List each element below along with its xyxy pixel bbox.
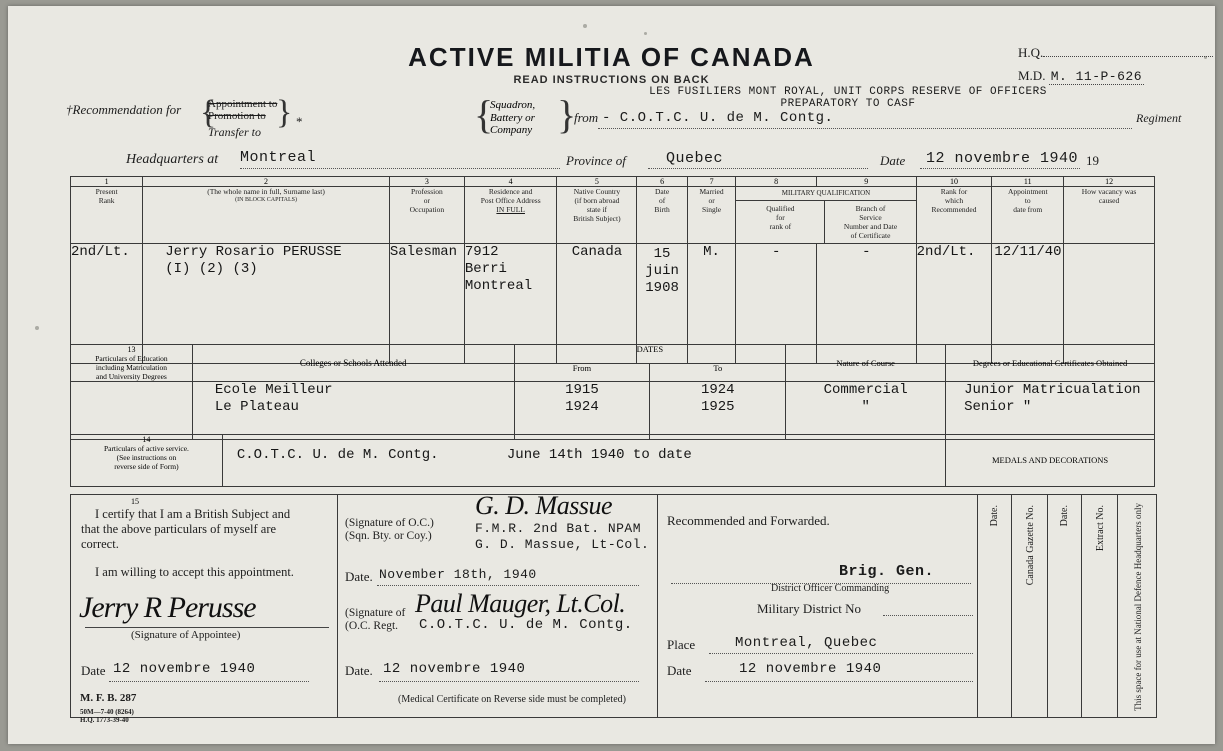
regiment-label: Regiment (1136, 111, 1182, 125)
hdr-line: Present (95, 187, 118, 196)
header-native-country (557, 187, 637, 244)
education-nature-cell (786, 382, 946, 440)
oc-date: November 18th, 1940 (379, 567, 537, 582)
colnum-7: 7 (687, 177, 736, 187)
regt-date-dots (379, 681, 639, 682)
address-line: Montreal (464, 278, 533, 294)
page-title: ACTIVE MILITIA OF CANADA (408, 42, 815, 72)
brace-close-2: } (557, 92, 577, 137)
education-schools-cell (192, 382, 514, 440)
province-label: Province of (566, 153, 626, 168)
unit-value: - C.O.T.C. U. de M. Contg. (602, 110, 834, 126)
hdr-line: caused (1098, 196, 1120, 205)
column-number-row (71, 177, 1155, 187)
paper-speck (583, 24, 587, 28)
cell-native-country: Canada (557, 244, 637, 364)
form-number: M. F. B. 287 (80, 692, 137, 704)
group-header-label: MILITARY QUALIFICATION (736, 187, 915, 201)
md-label: M.D. (1018, 68, 1046, 83)
hdr-line: Birth (654, 205, 670, 214)
education-to-header: To (650, 363, 786, 382)
vertical-label-date-2: Date. (1059, 505, 1070, 527)
unit-dots (598, 128, 1132, 129)
colnum-8: 8 (736, 177, 817, 187)
print-code-line-2: H.Q. 1773-39-40 (80, 716, 129, 724)
hdr-line: Service (859, 213, 882, 222)
header-branch-of-service (825, 201, 915, 243)
regt-brace-line-2: (O.C. Regt. (345, 620, 399, 632)
brace-close-1: } (276, 94, 293, 131)
hdr-line: Recommended (931, 205, 977, 214)
province-value: Quebec (666, 150, 724, 167)
hdr-line: British Subject) (573, 214, 621, 223)
hdr-line: IN FULL (496, 205, 525, 214)
colnum-3: 3 (389, 177, 464, 187)
hdr-line: Date (654, 187, 670, 196)
appointee-date-dots (109, 681, 309, 682)
oc-date-dots (377, 585, 639, 586)
hdr-line: Residence and (488, 187, 533, 196)
nature-line: Commercial (823, 382, 908, 398)
hdr-line: Occupation (409, 205, 445, 214)
headquarters-value: Montreal (240, 149, 317, 166)
place-label: Place (667, 637, 696, 652)
recommended-label: Recommended and Forwarded. (667, 513, 830, 528)
oc-brace-line-2: (Sqn. Bty. or Coy.) (345, 530, 432, 542)
hdr-line: Appointment (1007, 187, 1048, 196)
divider-6 (1081, 495, 1082, 717)
hdr-line: of (658, 196, 666, 205)
hdr-line: Rank (98, 196, 115, 205)
hdr-line: Married (699, 187, 724, 196)
transfer-label: Transfer to (208, 125, 262, 139)
education-table (70, 344, 1155, 440)
paper-speck (35, 326, 39, 330)
regt-date: 12 novembre 1940 (383, 661, 526, 677)
education-col13-header (71, 345, 193, 382)
squadron-line-2: Battery or (490, 111, 535, 124)
colnum-6: 6 (637, 177, 687, 187)
struck-options (208, 98, 277, 122)
squadron-line-3: Company (490, 124, 533, 136)
struck-line-1: Appointment to (208, 98, 278, 110)
education-degrees-cell (946, 382, 1155, 440)
headquarters-dots (240, 168, 560, 169)
from-line: 1924 (565, 399, 599, 415)
divider-5 (1047, 495, 1048, 717)
active-service-row (71, 435, 1155, 487)
colnum-11: 11 (992, 177, 1064, 187)
hdr-line: (IN BLOCK CAPITALS) (235, 197, 297, 203)
header-appointment-date (992, 187, 1064, 244)
from-line: 1915 (565, 382, 599, 398)
hdr-line: Single (701, 205, 722, 214)
headquarters-label: Headquarters at (126, 152, 219, 167)
unit-overprint-line-2: PREPARATORY TO CASF (780, 98, 916, 110)
header-occupation (389, 187, 464, 244)
cell-branch-of-service: - (816, 244, 916, 364)
colnum-10: 10 (916, 177, 992, 187)
vertical-label-date-1: Date. (989, 505, 1000, 527)
hq-dots (1043, 44, 1213, 57)
hdr-line: date from (1013, 205, 1043, 214)
hdr-line: (See instructions on (116, 453, 177, 462)
education-col13-cell (71, 382, 193, 440)
squadron-label (490, 99, 535, 137)
active-service-period: June 14th 1940 to date (506, 447, 692, 463)
oc-brace-line-1: (Signature of O.C.) (345, 517, 434, 529)
oc-brace-label (345, 517, 434, 543)
hdr-line: How vacancy was (1081, 187, 1137, 196)
date-dots (920, 168, 1080, 169)
certify-line-1: I certify that I am a British Subject and (95, 507, 291, 521)
main-table-grid (70, 176, 1155, 364)
regt-unit: C.O.T.C. U. de M. Contg. (419, 617, 633, 633)
colnum-4: 4 (464, 177, 557, 187)
education-nature-header: Nature of Course (786, 345, 946, 382)
md-field (1018, 68, 1144, 84)
regt-brace-label (345, 607, 405, 633)
hdr-line: of Certificate (850, 231, 891, 240)
dob-line: 1908 (645, 280, 679, 296)
appointee-signature: Jerry R Perusse (79, 591, 256, 624)
header-vacancy (1064, 187, 1155, 244)
oc-name: G. D. Massue, Lt-Col. (475, 537, 650, 552)
colnum-5: 5 (557, 177, 637, 187)
hdr-line: for (776, 213, 785, 222)
hdr-line: and University Degrees (96, 372, 167, 381)
appointee-caption: (Signature of Appointee) (131, 629, 241, 641)
school-line: Ecole Meilleur (214, 382, 333, 398)
medical-note: (Medical Certificate on Reverse side must be completed) (398, 694, 626, 705)
paper-speck (644, 32, 647, 35)
education-to-cell (650, 382, 786, 440)
education-grid (70, 344, 1155, 440)
hq-field (1018, 44, 1213, 61)
hdr-line: state if (586, 205, 608, 214)
date-value: 12 novembre 1940 (926, 150, 1079, 167)
divider-7 (1117, 495, 1118, 717)
appointee-signature-line (85, 627, 329, 628)
regt-date-label: Date. (345, 663, 373, 678)
brig-gen: Brig. Gen. (839, 563, 935, 580)
header-address (464, 187, 557, 244)
education-data-row (71, 382, 1155, 440)
to-line: 1924 (700, 382, 735, 398)
certify-line-2: that the above particulars of myself are (81, 522, 277, 536)
header-present-rank (71, 187, 143, 244)
hdr-line: rank of (769, 222, 792, 231)
brace-open-1: { (200, 94, 217, 131)
brace-open-2: { (474, 92, 494, 137)
dob-line: 15 (653, 246, 671, 262)
doc-caption: District Officer Commanding (771, 583, 890, 594)
oc-unit: F.M.R. 2nd Bat. NPAM (475, 521, 642, 536)
col15-number: 15 (131, 497, 139, 506)
hdr-line: (if born abroad (574, 196, 620, 205)
hdr-line: Profession (411, 187, 443, 196)
nature-line: " (861, 399, 870, 415)
print-code (80, 708, 134, 724)
military-district-dots (883, 615, 973, 616)
education-schools-header: Colleges or Schools Attended (192, 345, 514, 382)
education-degrees-header: Degrees or Educational Certificates Obtained (946, 345, 1155, 382)
military-district-label: Military District No (757, 601, 861, 616)
colnum-12: 12 (1064, 177, 1155, 187)
asterisk-mark: * (296, 114, 303, 129)
hdr-line: (The whole name in full, Surname last) (207, 187, 325, 196)
regt-signature: Paul Mauger, Lt.Col. (415, 589, 626, 618)
hq-label: H.Q. (1018, 45, 1044, 60)
main-table (70, 176, 1155, 364)
struck-line-2: Promotion to (208, 110, 266, 122)
oc-signature: G. D. Massue (475, 491, 612, 520)
divider-4 (1011, 495, 1012, 717)
colnum-2: 2 (143, 177, 390, 187)
school-line: Le Plateau (214, 399, 299, 415)
dob-line: juin (645, 263, 679, 279)
cell-rank-recommended: 2nd/Lt. (916, 244, 992, 364)
address-line: 7912 (464, 244, 499, 260)
colnum-9: 9 (816, 177, 916, 187)
vertical-label-extract: Extract No. (1095, 505, 1106, 552)
certify-text (81, 507, 331, 552)
hdr-line: Particulars of active service. (103, 444, 189, 453)
header-marital (687, 187, 736, 244)
header-dob (637, 187, 687, 244)
vertical-label-gazette: Canada Gazette No. (1025, 505, 1036, 586)
divider-2 (657, 495, 658, 717)
form-sheet (8, 6, 1215, 744)
cell-name-numbers: (I) (2) (3) (165, 261, 258, 277)
fwd-date: 12 novembre 1940 (739, 661, 882, 677)
education-dates-header: DATES (514, 345, 786, 364)
header-name (143, 187, 390, 244)
year-prefix: 19 (1086, 153, 1099, 168)
fwd-date-dots (705, 681, 973, 682)
hdr-line: Rank for (940, 187, 968, 196)
recommendation-label: †Recommendation for (66, 102, 182, 117)
unit-overprint-line-1: LES FUSILIERS MONT ROYAL, UNIT CORPS RESERVE OF OFFICERS (649, 86, 1047, 98)
hdr-line: which (944, 196, 964, 205)
cell-name-text: Jerry Rosario PERUSSE (165, 244, 342, 260)
header-military-qualification (736, 187, 916, 244)
cell-occupation: Salesman (389, 244, 464, 364)
header-rank-recommended (916, 187, 992, 244)
fwd-date-label: Date (667, 663, 692, 678)
hdr-line: or (708, 196, 715, 205)
bottom-block (70, 491, 1157, 718)
oc-date-label: Date. (345, 569, 373, 584)
to-line: 1925 (700, 399, 735, 415)
active-service-grid (70, 434, 1155, 487)
degree-line: Junior Matricualation (964, 382, 1141, 398)
divider-3 (977, 495, 978, 717)
hdr-line: reverse side of Form) (114, 462, 179, 471)
active-service-label (71, 435, 223, 487)
hdr-line: including Matriculation (95, 363, 167, 372)
regt-brace-line-1: (Signature of (345, 607, 406, 619)
hdr-line: Qualified (766, 204, 795, 213)
appointee-date: 12 novembre 1940 (113, 661, 256, 677)
place-value: Montreal, Quebec (735, 635, 878, 651)
address-line: Berri (464, 261, 507, 277)
hdr-line: Post Office Address (480, 196, 541, 205)
cell-qualified-for: - (736, 244, 817, 364)
degree-line: Senior " (964, 399, 1032, 415)
willing-text: I am willing to accept this appointment. (95, 565, 294, 579)
active-service-unit: C.O.T.C. U. de M. Contg. (236, 447, 439, 463)
active-service-value (222, 435, 945, 487)
from-label: from (574, 110, 599, 125)
education-header-row (71, 345, 1155, 364)
print-code-line-1: 50M—7-40 (8264) (80, 708, 134, 716)
active-service-table (70, 434, 1155, 487)
place-dots (709, 653, 973, 654)
hdr-line: Particulars of Education (95, 354, 168, 363)
hdr-line: or (423, 196, 431, 205)
hdr-line: Number and Date (843, 222, 898, 231)
cell-marital: M. (687, 244, 736, 364)
squadron-line-1: Squadron, (490, 99, 536, 111)
cell-appointment-date: 12/11/40 (992, 244, 1064, 364)
vertical-label-ndhq: This space for use at National Defence Headquarters only (1133, 503, 1143, 711)
appointee-date-label: Date (81, 663, 106, 678)
province-dots (648, 168, 868, 169)
col14-number: 14 (142, 435, 151, 444)
education-from-header: From (514, 363, 650, 382)
unit-overprint (568, 86, 1128, 110)
divider-1 (337, 495, 338, 717)
md-value: M. 11-P-626 (1050, 69, 1143, 84)
hdr-line: Native Country (573, 187, 621, 196)
date-label: Date (880, 153, 906, 168)
page-subtitle: READ INSTRUCTIONS ON BACK (513, 74, 710, 86)
header-row (71, 187, 1155, 244)
hdr-line: to (1024, 196, 1031, 205)
cell-present-rank: 2nd/Lt. (71, 244, 143, 364)
colnum-1: 1 (71, 177, 143, 187)
medals-header: MEDALS AND DECORATIONS (946, 435, 1155, 487)
certify-line-3: correct. (81, 537, 119, 551)
hdr-line: Branch of (855, 204, 886, 213)
col13-number: 13 (127, 345, 136, 354)
education-from-cell (514, 382, 650, 440)
header-qualified-for (736, 201, 825, 243)
